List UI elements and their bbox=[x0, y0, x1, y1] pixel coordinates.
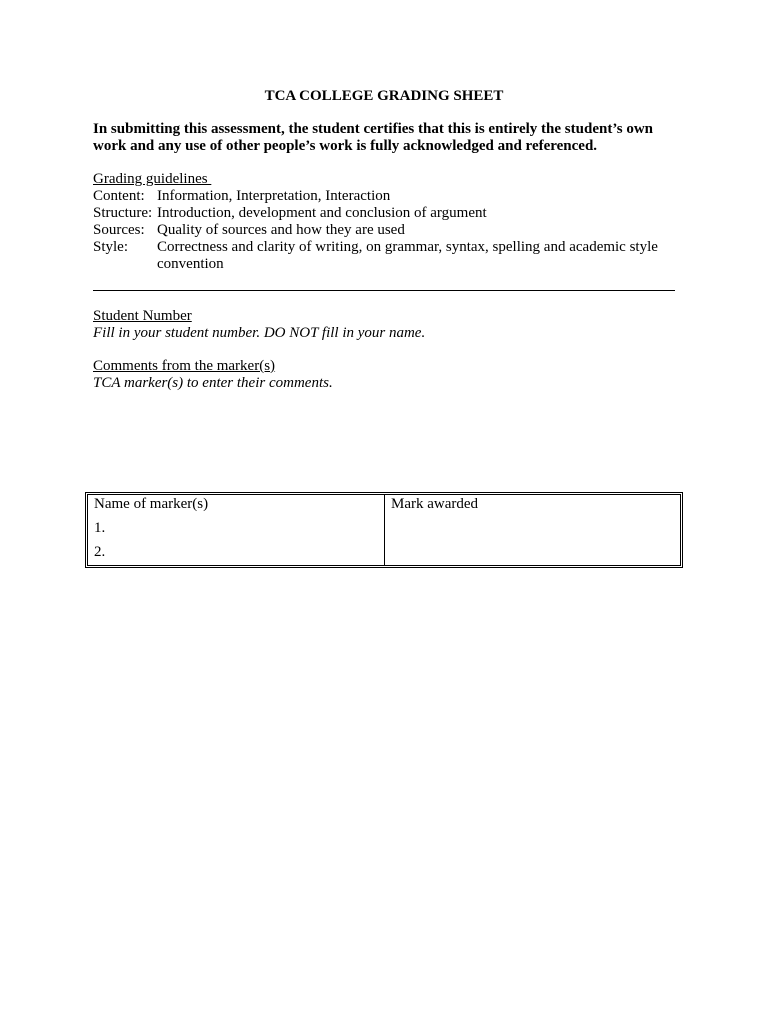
comments-section bbox=[93, 358, 683, 392]
comments-instruction[interactable]: TCA marker(s) to enter their comments. bbox=[93, 375, 333, 391]
marker-table bbox=[85, 492, 683, 568]
student-number-heading: Student Number bbox=[93, 308, 192, 324]
mark-awarded-cell[interactable] bbox=[385, 495, 680, 565]
guideline-desc: Information, Interpretation, Interaction bbox=[157, 188, 391, 204]
certification-statement: In submitting this assessment, the student certifies that this is entirely the student’s own work and any use of other people’s work is fully acknowledged and referenced. bbox=[93, 121, 654, 154]
horizontal-divider bbox=[93, 290, 675, 291]
guideline-desc: Correctness and clarity of writing, on grammar, syntax, spelling and academic style convention bbox=[157, 239, 658, 272]
guideline-row-content bbox=[93, 188, 683, 205]
guidelines-heading: Grading guidelines bbox=[93, 171, 212, 187]
guideline-term: Style: bbox=[93, 239, 129, 255]
guideline-row-sources bbox=[93, 222, 683, 239]
marker-1-field[interactable]: 1. bbox=[94, 520, 106, 536]
guideline-desc: Quality of sources and how they are used bbox=[157, 222, 405, 238]
marker-names-cell[interactable] bbox=[88, 495, 385, 565]
marker-names-header: Name of marker(s) bbox=[94, 496, 209, 512]
guideline-row-style bbox=[93, 239, 683, 273]
page-title: TCA COLLEGE GRADING SHEET bbox=[264, 88, 504, 104]
grading-guidelines bbox=[93, 171, 683, 273]
student-number-instruction[interactable]: Fill in your student number. DO NOT fill in your name. bbox=[93, 325, 426, 341]
guideline-desc: Introduction, development and conclusion of argument bbox=[157, 205, 487, 221]
student-number-section bbox=[93, 308, 683, 342]
marker-table-row bbox=[87, 494, 681, 566]
marker-2-field[interactable]: 2. bbox=[94, 544, 106, 560]
guideline-term: Content: bbox=[93, 188, 145, 204]
guideline-term: Structure: bbox=[93, 205, 153, 221]
comments-heading: Comments from the marker(s) bbox=[93, 358, 276, 374]
mark-awarded-header: Mark awarded bbox=[391, 496, 479, 512]
guideline-row-structure bbox=[93, 205, 683, 222]
guideline-term: Sources: bbox=[93, 222, 145, 238]
